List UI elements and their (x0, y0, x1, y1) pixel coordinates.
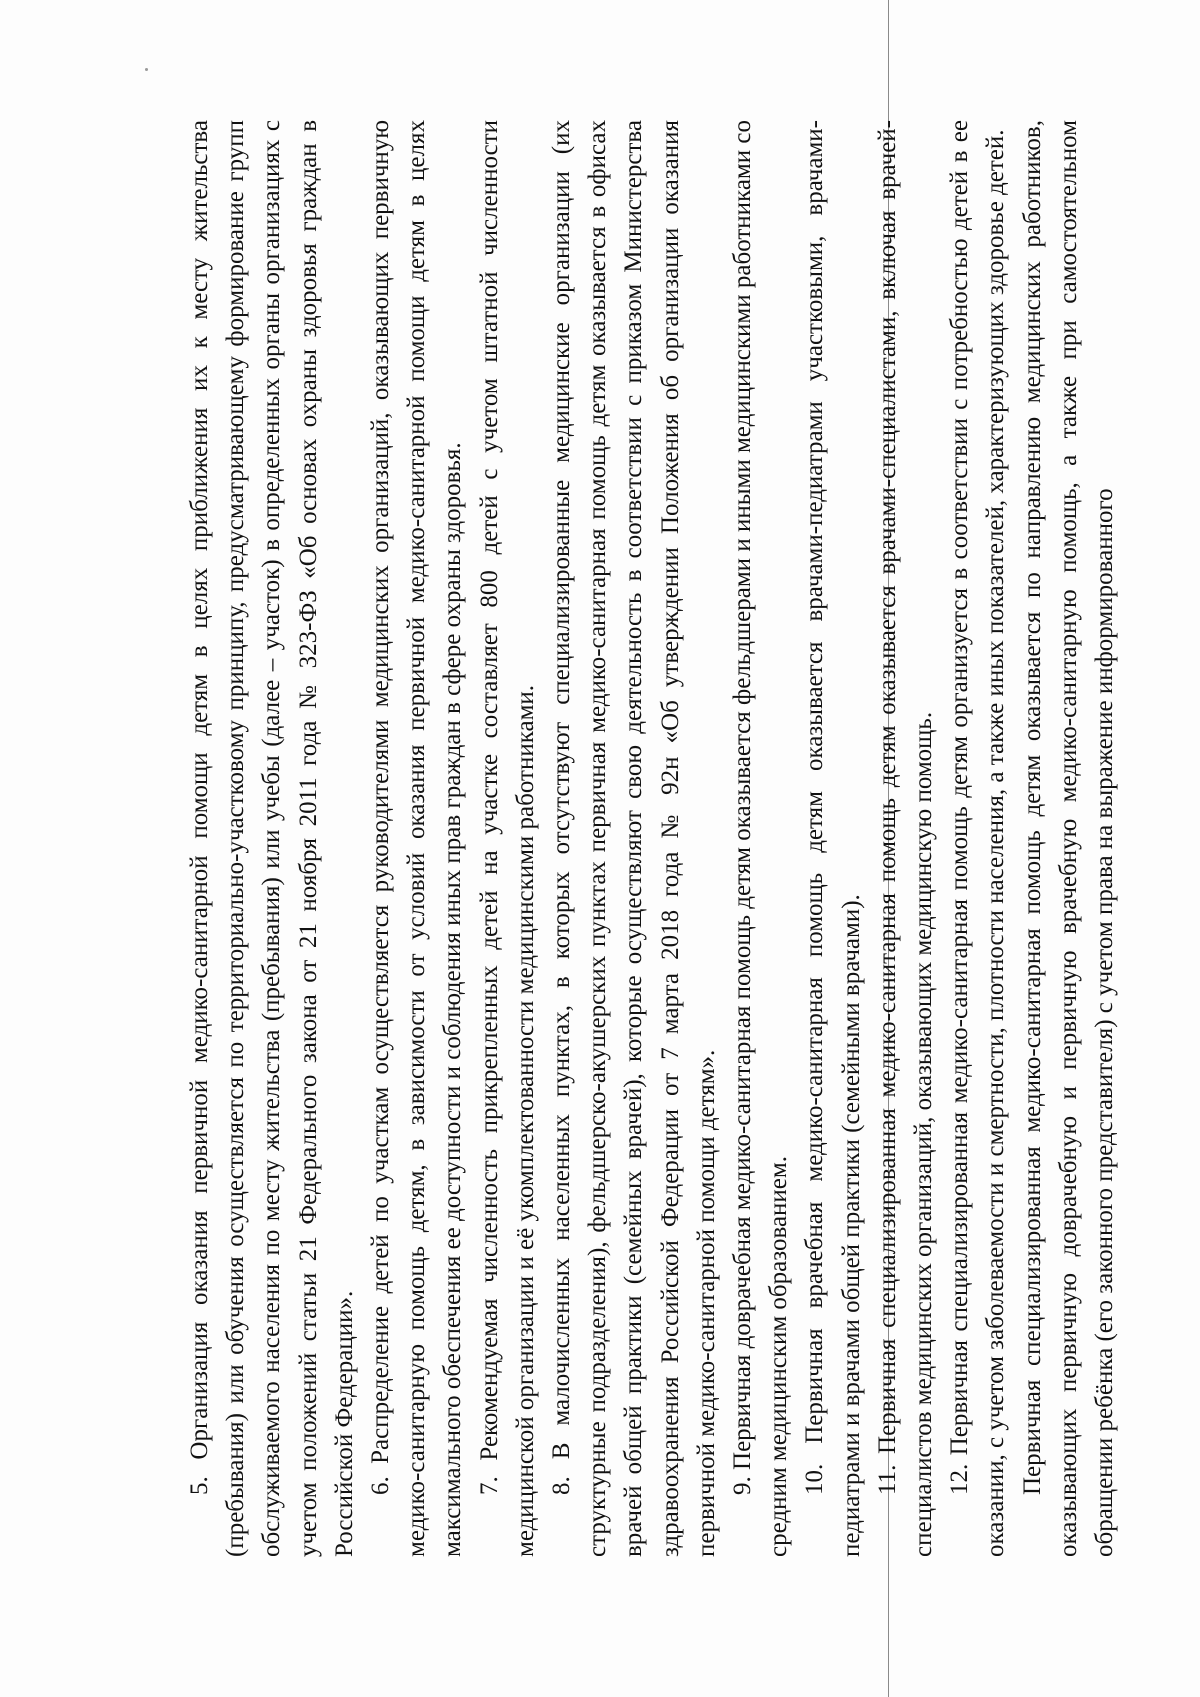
paragraph-7: 7. Рекомендуемая численность прикрепленных детей на участке составляет 800 детей с учетом штатной численности медицинской организации и её укомплектованности медицинскими работниками. (475, 120, 539, 1557)
scan-artifact-dot (145, 68, 148, 71)
paragraph-11: 11. Первичная специализированная медико-санитарная помощь детям оказывается врачами-специалистами, включая врачей-специалистов медицинских организаций, оказывающих медицинскую помощь. (873, 120, 938, 1557)
paragraph-9: 9. Первичная доврачебная медико-санитарная помощь детям оказывается фельдшерами и иными медицинскими работниками со средним медицинским образованием. (729, 120, 793, 1557)
paragraph-5: 5. Организация оказания первичной медико-санитарной помощи детям в целях приближения их к месту жительства (пребывания) или обучения осуществляется по территориально-участковому принципу, предусматривающему формирование групп обслуживаемого населения по месту жительства (пребывания) или учебы (далее – участок) в определенных органы организациях с учетом положений статьи 21 Федерального закона от 21 ноября 2011 года № 323-ФЗ «Об основах охраны здоровья граждан в Российской Федерации». (186, 120, 358, 1557)
paragraph-8: 8. В малочисленных населенных пунктах, в которых отсутствуют специализированные медицинские организации (их структурные подразделения), фельдшерско-акушерских пунктах первичная медико-санитарная помощь детям оказывается в офисах врачей общей практики (семейных врачей), которые осуществляют свою деятельность в соответствии с приказом Министерства здравоохранения Российской Федерации от 7 марта 2018 года № 92н «Об утверждении Положения об организации оказания первичной медико-санитарной помощи детям». (548, 120, 720, 1557)
paragraph-12-continued: Первичная специализированная медико-санитарная помощь детям оказывается по направлению медицинских работников, оказывающих первичную доврачебную и первичную врачебную медико-санитарную помощь, а также при самостоятельном обращении ребёнка (его законного представителя) с учетом права на выражение информированного (1018, 120, 1119, 1557)
paragraph-12: 12. Первичная специализированная медико-санитарная помощь детям организуется в соответствии с потребностью детей в ее оказании, с учетом заболеваемости и смертности, плотности населения, а также иных показателей, характеризующих здоровье детей. (946, 120, 1010, 1557)
paragraph-6: 6. Распределение детей по участкам осуществляется руководителями медицинских организаций, оказывающих первичную медико-санитарную помощь детям, в зависимости от условий оказания первичной медико-санитарной помощи детям в целях максимального обеспечения ее доступности и соблюдения иных прав граждан в сфере охраны здоровья. (367, 120, 467, 1557)
paragraph-10: 10. Первичная врачебная медико-санитарная помощь детям оказывается врачами-педиатрами участковыми, врачами-педиатрами и врачами общей практики (семейными врачами). (801, 120, 865, 1557)
rotated-text-block (182, 120, 1119, 1557)
